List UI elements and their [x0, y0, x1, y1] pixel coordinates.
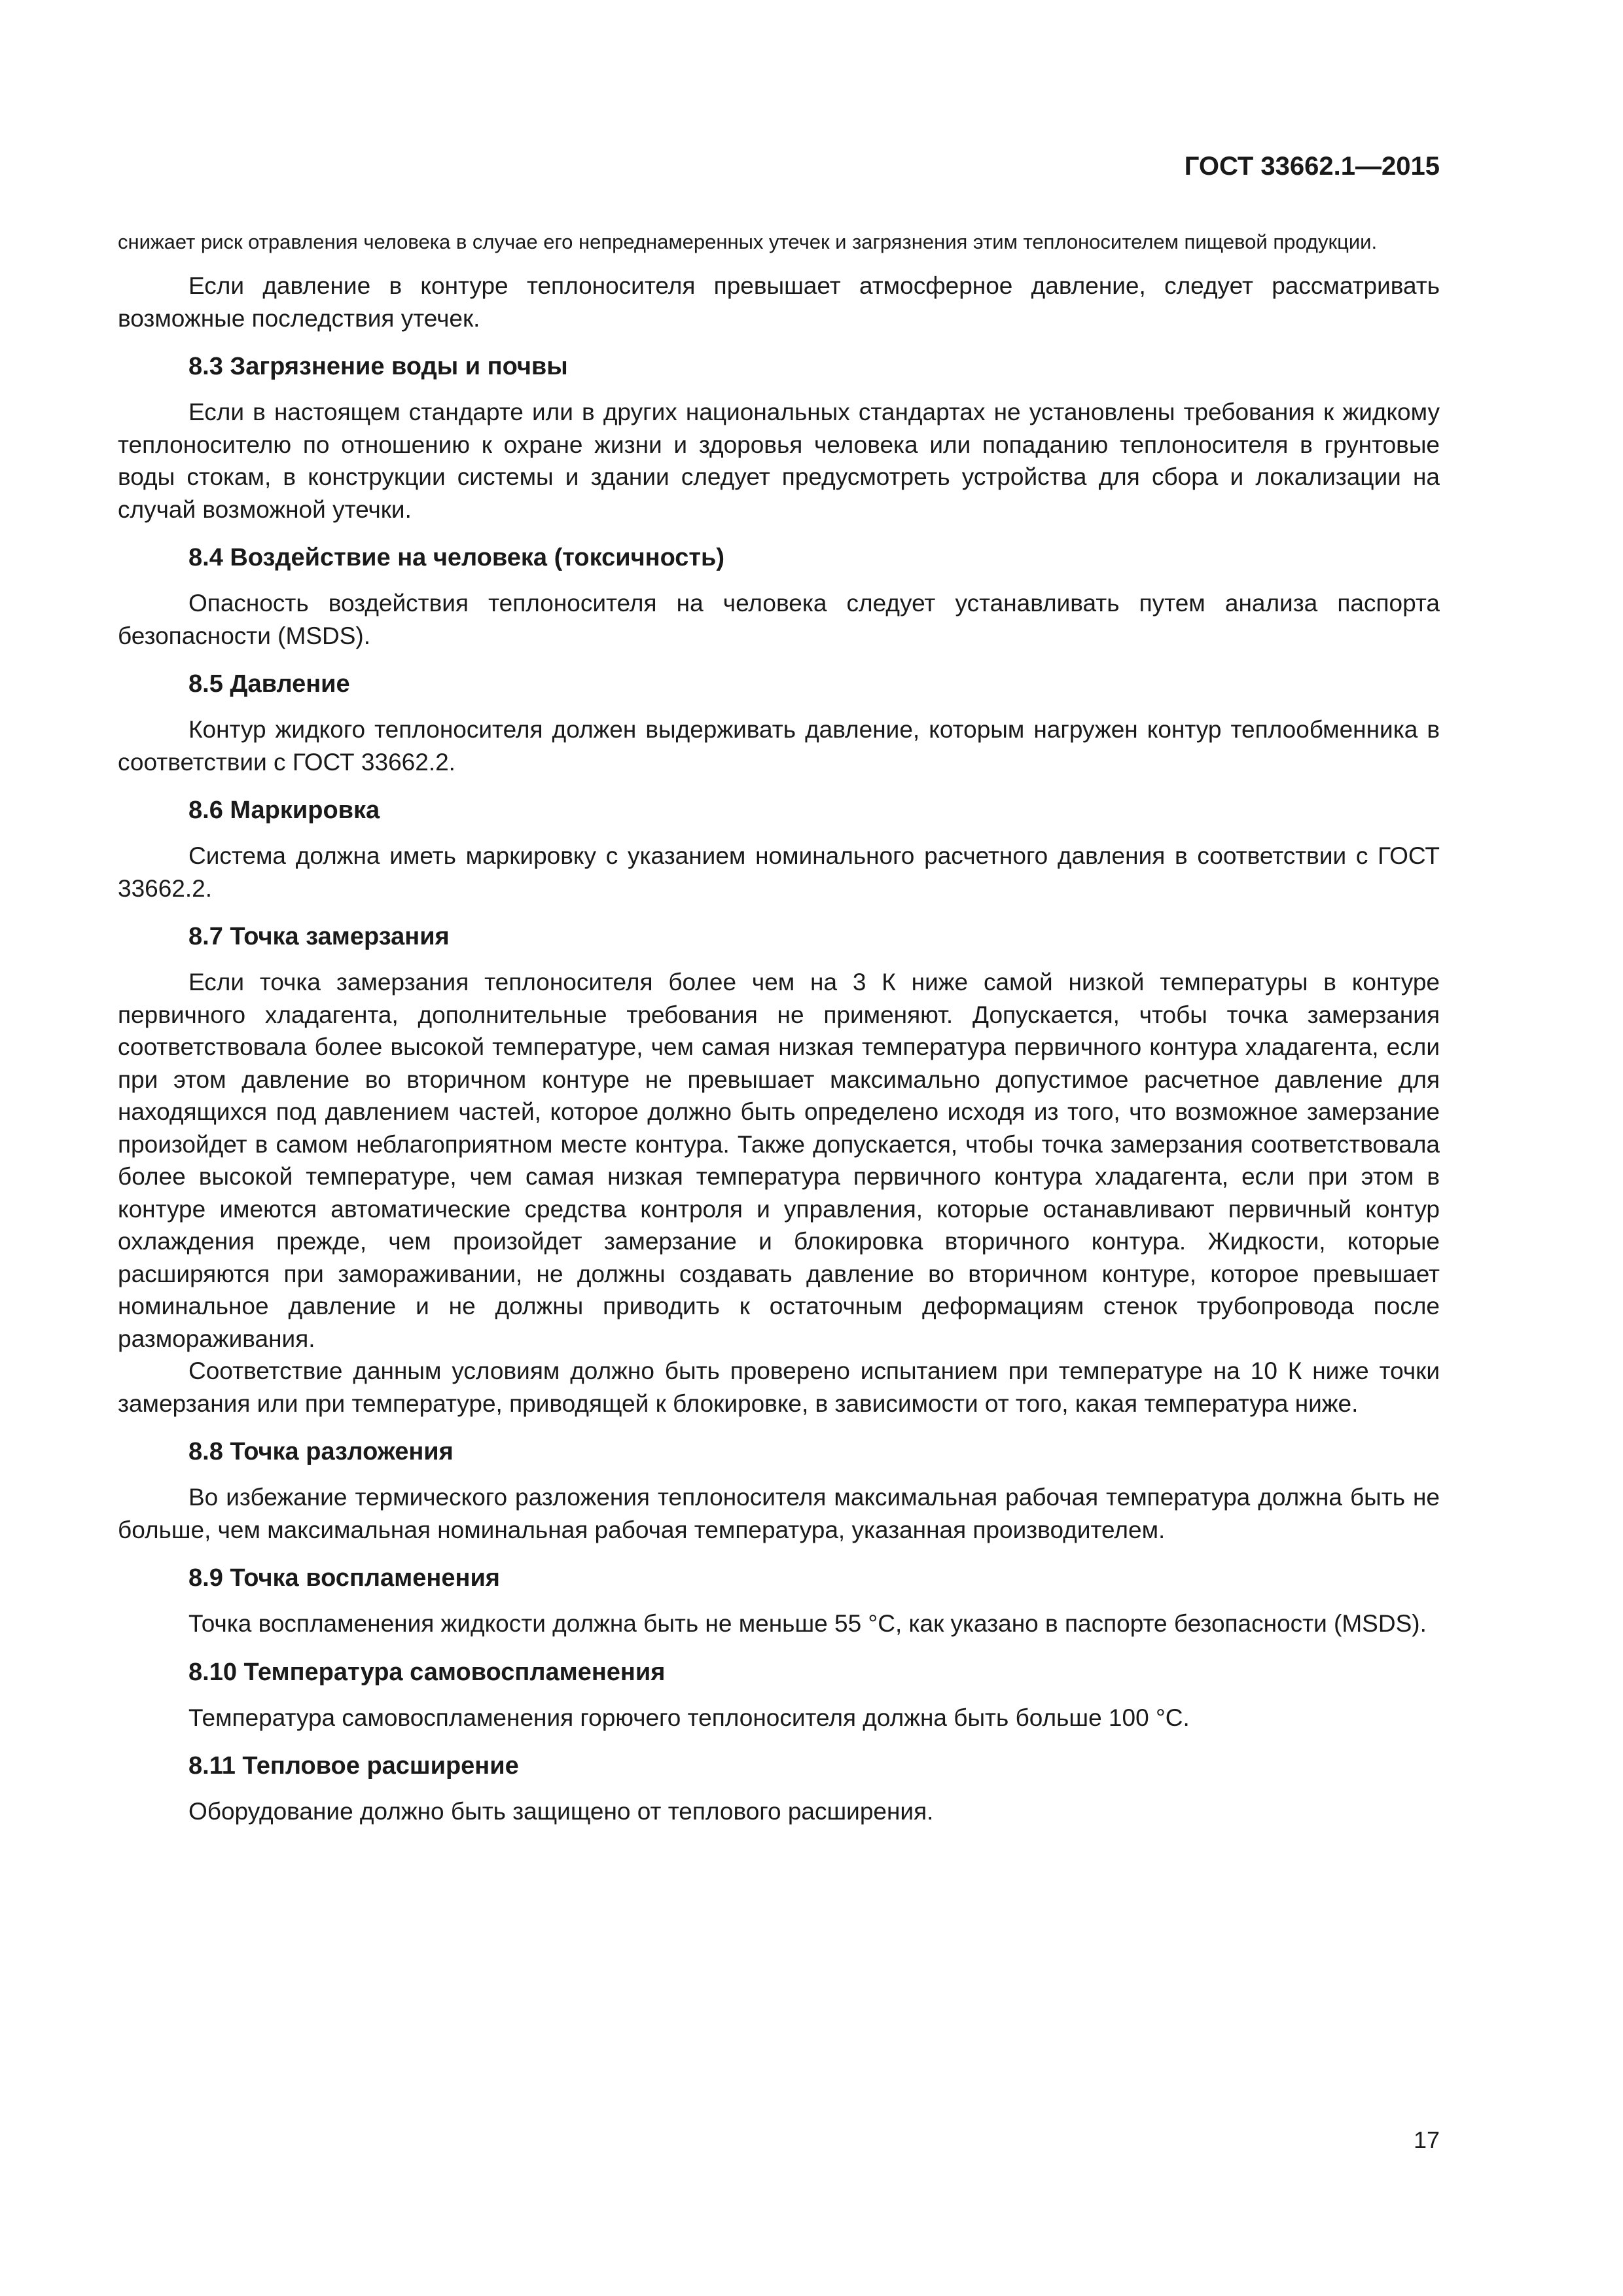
section-paragraph: Контур жидкого теплоносителя должен выдерживать давление, которым нагружен контур теплообменника в соответствии с ГОСТ 33662.2. [118, 716, 1440, 776]
section-heading: 8.9 Точка воспламенения [188, 1564, 500, 1592]
section-heading: 8.4 Воздействие на человека (токсичность) [188, 544, 725, 571]
section-8-7 [118, 920, 1440, 1420]
section-heading: 8.10 Температура самовоспламенения [188, 1658, 666, 1686]
section-heading: 8.5 Давление [188, 670, 350, 698]
section-paragraph: Температура самовоспламенения горючего теплоносителя должна быть больше 100 °С. [188, 1704, 1190, 1731]
continuation-paragraph: снижает риск отравления человека в случае его непреднамеренных утечек и загрязнения этим теплоносителем пищевой продукции. [118, 230, 1378, 253]
section-8-11 [118, 1749, 1440, 1828]
section-paragraph: Опасность воздействия теплоносителя на человека следует устанавливать путем анализа паспорта безопасности (MSDS). [118, 590, 1440, 649]
section-paragraph: Точка воспламенения жидкости должна быть не меньше 55 °С, как указано в паспорте безопасности (MSDS). [188, 1610, 1427, 1637]
pressure-note-paragraph: Если давление в контуре теплоносителя превышает атмосферное давление, следует рассматривать возможные последствия утечек. [118, 272, 1440, 332]
section-paragraph: Если в настоящем стандарте или в других национальных стандартах не установлены требования к жидкому теплоносителю по отношению к охране жизни и здоровья человека или попаданию теплоносителя в грунтовые воды стокам, в конструкции системы и здании следует предусмотреть устройства для сбора и локализации на случай возможной утечки. [118, 399, 1440, 523]
section-paragraph: Во избежание термического разложения теплоносителя максимальная рабочая температура должна быть не больше, чем максимальная номинальная рабочая температура, указанная производителем. [118, 1484, 1440, 1543]
section-paragraph: Если точка замерзания теплоносителя более чем на 3 К ниже самой низкой температуры в контуре первичного хладагента, дополнительные требования не применяют. Допускается, чтобы точка замерзания соответствовала более высокой температуре, чем самая низкая температура первичного контура хладагента, если при этом давление во вторичном контуре не превышает максимально допустимое расчетное давление для находящихся под давлением частей, которое должно быть определено исходя из того, что возможное замерзание произойдет в самом неблагоприятном месте контура. Также допускается, чтобы точка замерзания соответствовала более высокой температуре, чем самая низкая температура первичного контура хладагента, если при этом в контуре имеются автоматические средства контроля и управления, которые останавливают первичный контур охлаждения прежде, чем произойдет замерзание и блокировка вторичного контура. Жидкости, которые расширяются при замораживании, не должны создавать давление во вторичном контуре, которое превышает номинальное давление и не должны приводить к остаточным деформациям стенок трубопровода после размораживания. [118, 969, 1440, 1352]
section-heading: 8.6 Маркировка [188, 797, 380, 824]
section-8-5 [118, 668, 1440, 778]
document-body [118, 228, 1440, 1828]
section-paragraph: Соответствие данным условиям должно быть проверено испытанием при температуре на 10 К ниже точки замерзания или при температуре, приводящей к блокировке, в зависимости от того, какая температура ниже. [118, 1357, 1440, 1417]
section-8-4 [118, 541, 1440, 652]
section-paragraph: Оборудование должно быть защищено от теплового расширения. [188, 1798, 934, 1825]
section-heading: 8.3 Загрязнение воды и почвы [188, 353, 568, 380]
page-number: 17 [1413, 2126, 1440, 2153]
section-heading: 8.7 Точка замерзания [188, 923, 450, 950]
section-8-10 [118, 1656, 1440, 1734]
section-8-8 [118, 1435, 1440, 1546]
section-heading: 8.8 Точка разложения [188, 1438, 454, 1465]
section-8-6 [118, 794, 1440, 905]
section-paragraph: Система должна иметь маркировку с указанием номинального расчетного давления в соответствии с ГОСТ 33662.2. [118, 842, 1440, 902]
section-heading: 8.11 Тепловое расширение [188, 1752, 519, 1780]
section-8-9 [118, 1562, 1440, 1640]
document-header: ГОСТ 33662.1—2015 [1184, 152, 1440, 181]
section-8-3 [118, 350, 1440, 526]
